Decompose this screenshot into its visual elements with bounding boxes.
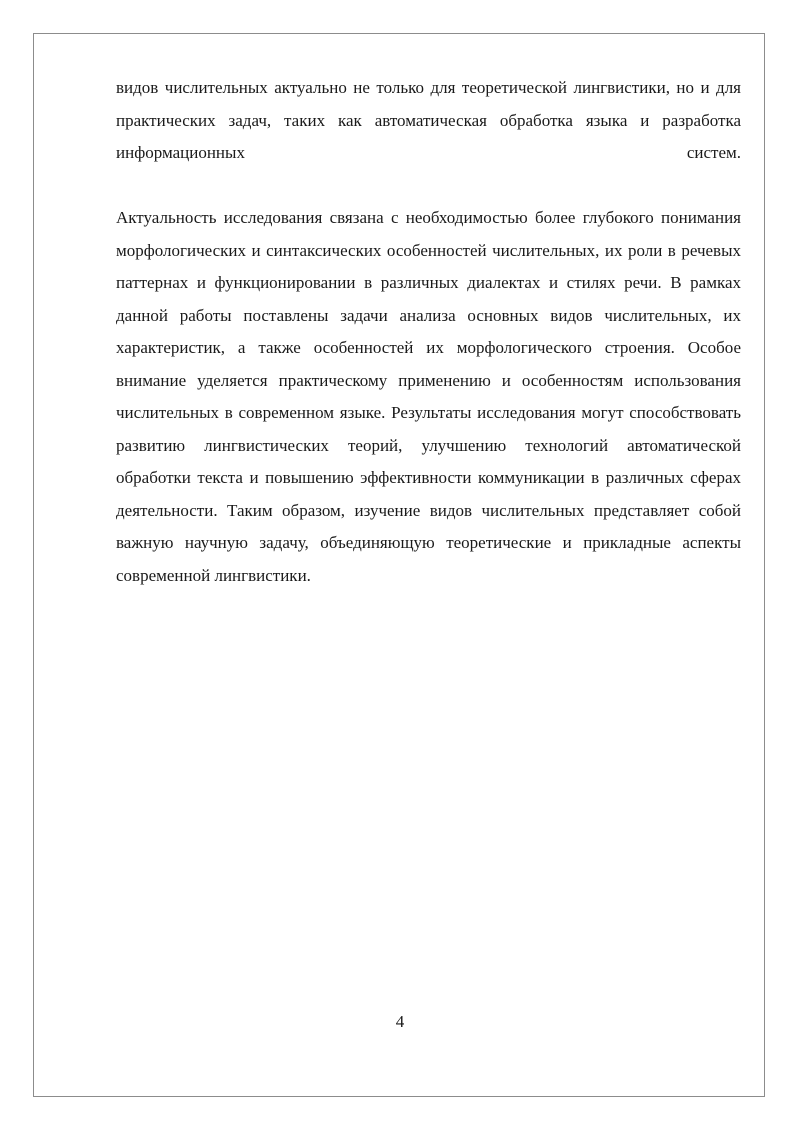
- page-number: 4: [395, 1012, 405, 1031]
- body-paragraph-relevance: Актуальность исследования связана с необходимостью более глубокого понимания морфологических и синтаксических особенностей числительных, их роли в речевых паттернах и функционировании в различных диалектах и стилях речи. В рамках данной работы поставлены задачи анализа основных видов числительных, их характеристик, а также особенностей их морфологического строения. Особое внимание уделяется практическому применению и особенностям использования числительных в современном языке. Результаты исследования могут способствовать развитию лингвистических теорий, улучшению технологий автоматической обработки текста и повышению эффективности коммуникации в различных сферах деятельности. Таким образом, изучение видов числительных представляет собой важную научную задачу, объединяющую теоретические и прикладные аспекты современной лингвистики.: [116, 208, 741, 585]
- body-paragraph-continuation: видов числительных актуально не только для теоретической лингвистики, но и для практических задач, таких как автоматическая обработка языка и разработка информационных систем.: [116, 78, 741, 162]
